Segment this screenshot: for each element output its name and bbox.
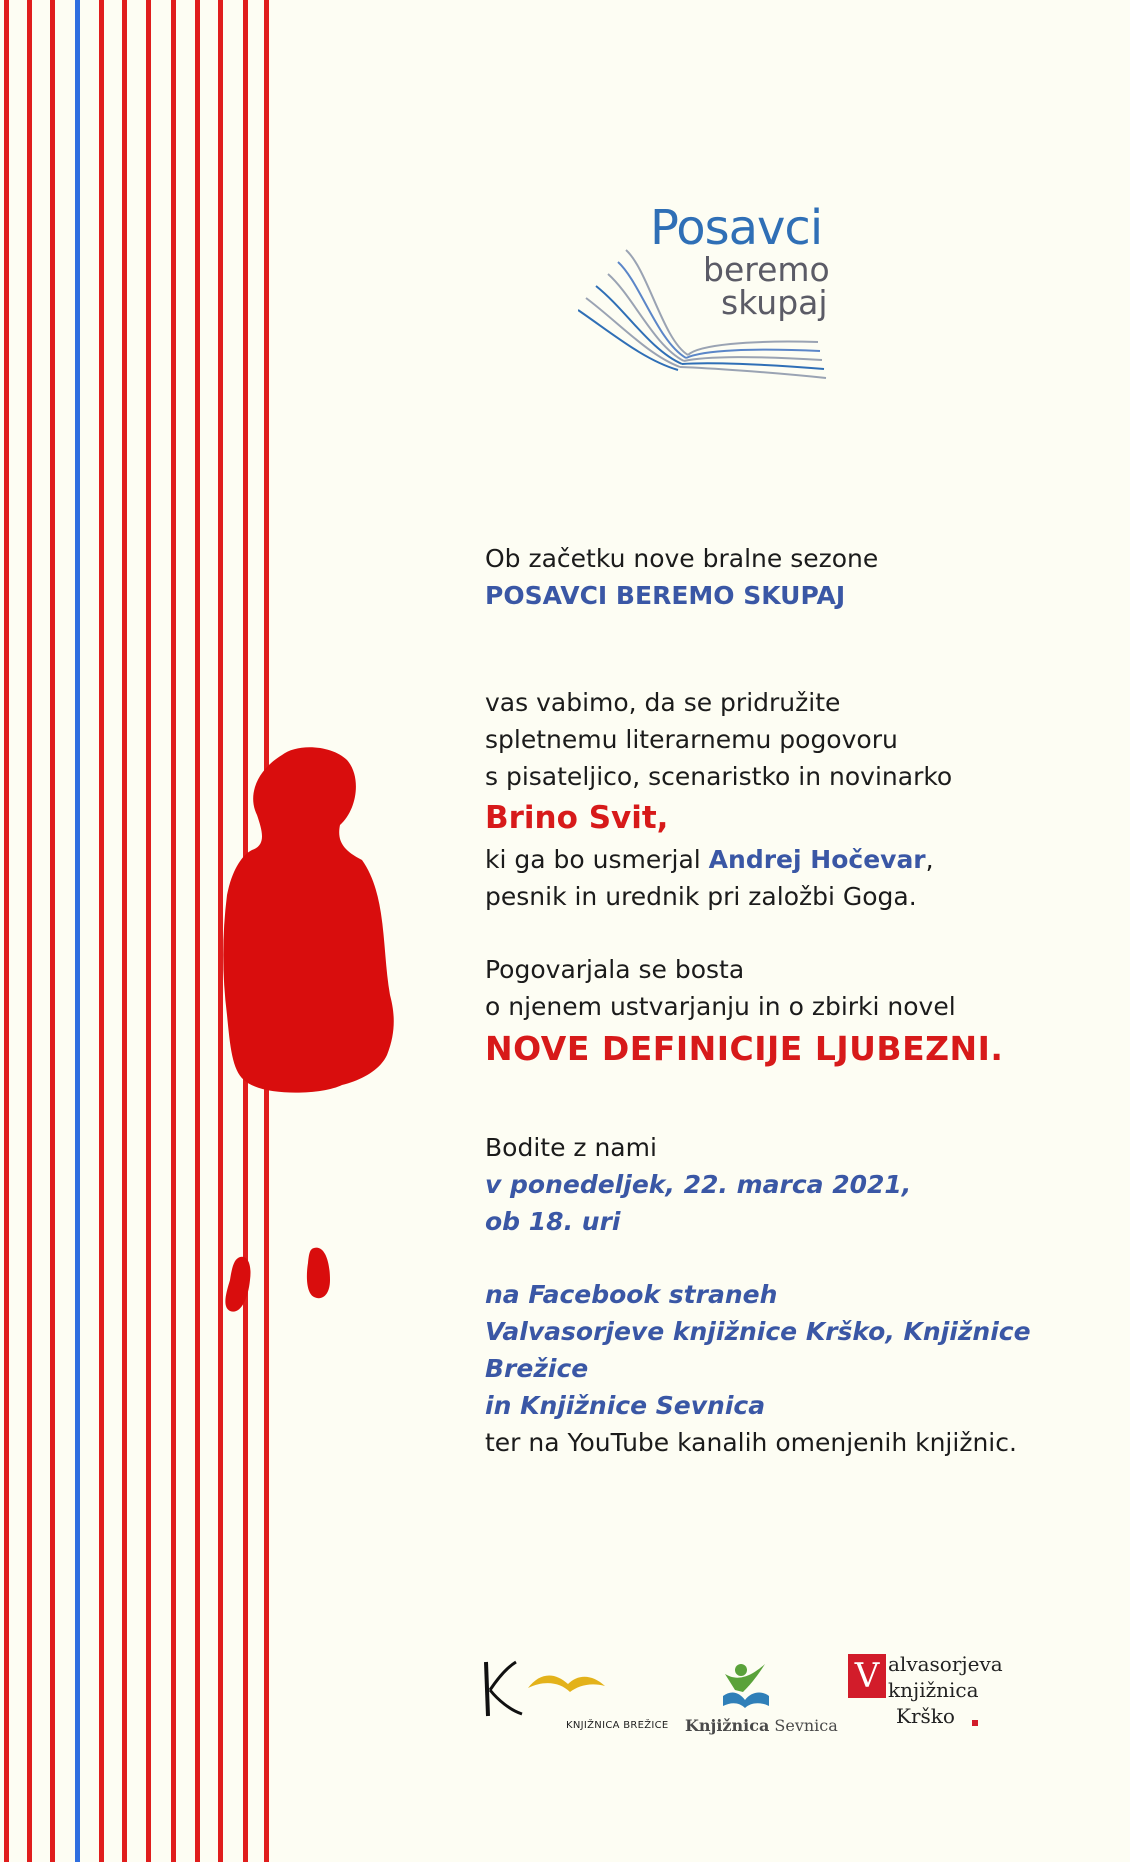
sevnica-label [685,1716,838,1735]
logo-subtitle-line2: skupaj [721,283,828,322]
moderator-prefix: ki ga bo usmerjal [485,845,709,874]
library-logos [480,1650,1010,1740]
red-stripe [146,0,151,1862]
invite-line-2: spletnemu literarnemu pogovoru [485,725,898,754]
moderator-role: pesnik in urednik pri založbi Goga. [485,882,917,911]
book-title: NOVE DEFINICIJE LJUBEZNI. [485,1029,1004,1068]
red-stripe [4,0,9,1862]
red-stripe [195,0,200,1862]
venue-line-3: Brežice [485,1354,589,1383]
event-date: v ponedeljek, 22. marca 2021, [485,1170,912,1199]
krsko-red-dot [972,1720,978,1726]
invite-line-3: s pisateljico, scenaristko in novinarko [485,762,953,791]
sevnica-label-rest: Sevnica [769,1716,838,1735]
sevnica-figure-icon [685,1660,805,1714]
krsko-line-2: knjižnica [888,1678,979,1702]
posavci-beremo-skupaj-logo [578,200,858,380]
invitation-text [485,540,1105,1461]
red-stripe [99,0,104,1862]
brezice-label: KNJIŽNICA BREŽICE [566,1720,669,1731]
red-stripe [27,0,32,1862]
krsko-line-3: Krško [896,1704,955,1728]
sevnica-label-bold: Knjižnica [685,1716,770,1735]
moderator-line [485,841,1105,878]
knjiznica-brezice-logo [480,1658,669,1731]
knjiznica-sevnica-logo [685,1660,838,1735]
join-text: Bodite z nami [485,1133,657,1162]
venue-line-5: ter na YouTube kanalih omenjenih knjižnic. [485,1428,1017,1457]
red-stripe [50,0,55,1862]
moderator-name: Andrej Hočevar [708,845,926,874]
moderator-suffix: , [925,845,934,874]
author-name: Brino Svit, [485,800,669,836]
brezice-k-icon [480,1658,635,1718]
krsko-initial: V [848,1654,886,1698]
blue-stripe [75,0,80,1862]
topic-line-1: Pogovarjala se bosta [485,955,745,984]
intro-text: Ob začetku nove bralne sezone [485,544,879,573]
woman-silhouette-image [222,745,397,1315]
venue-line-4: in Knjižnice Sevnica [485,1391,766,1420]
red-stripe [171,0,176,1862]
campaign-name: POSAVCI BEREMO SKUPAJ [485,581,846,610]
venue-line-1: na Facebook straneh [485,1280,778,1309]
krsko-line-1: alvasorjeva [888,1652,1003,1676]
invite-line-1: vas vabimo, da se pridružite [485,688,841,717]
venue-line-2: Valvasorjeve knjižnice Krško, Knjižnice [485,1317,1031,1346]
valvasorjeva-knjiznica-krsko-logo [848,1650,1008,1740]
logo-title: Posavci [650,200,823,256]
logo-subtitle-line1: beremo [703,250,830,289]
topic-line-2: o njenem ustvarjanju in o zbirki novel [485,992,956,1021]
red-stripe [122,0,127,1862]
event-time: ob 18. uri [485,1207,621,1236]
